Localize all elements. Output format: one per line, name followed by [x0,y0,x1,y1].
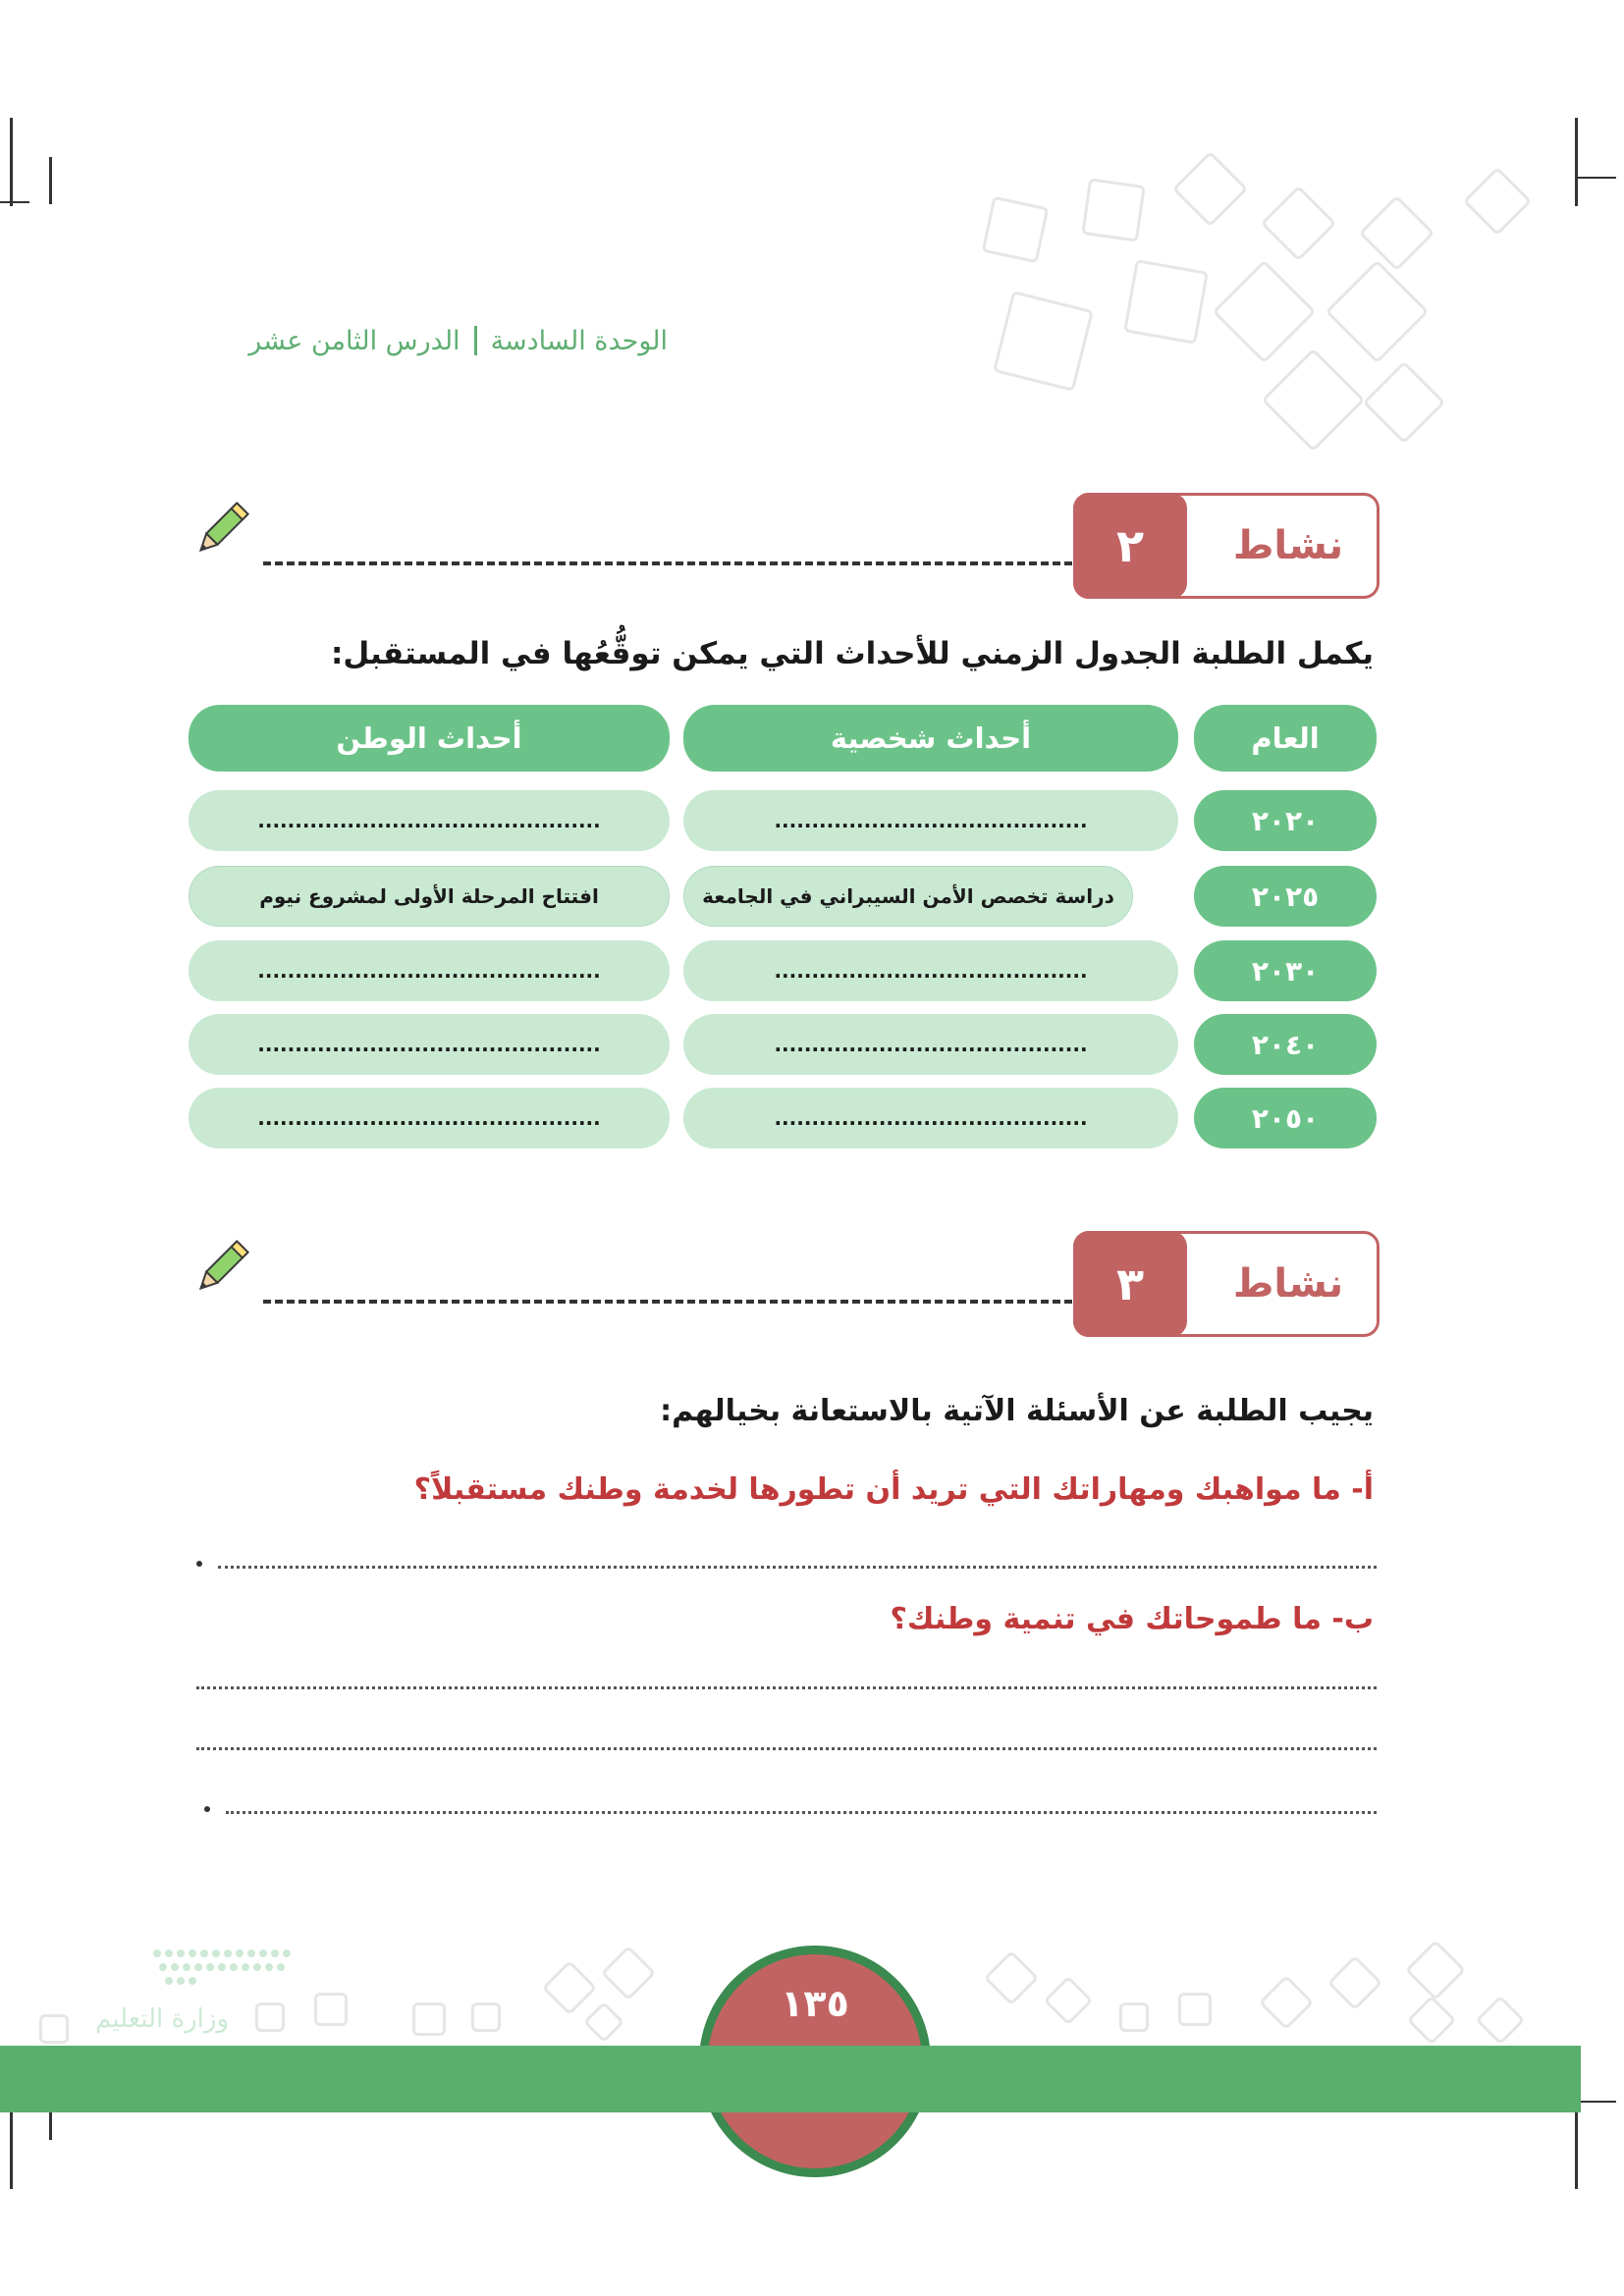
header-personal-events: أحداث شخصية [683,705,1178,772]
activity-label: نشاط [1232,1261,1344,1307]
year-cell: ٢٠٤٠ [1194,1014,1377,1075]
crop-mark [1577,2101,1616,2103]
personal-event-input[interactable]: .......................................... [683,1088,1178,1148]
breadcrumb [196,319,668,362]
page-number: ١٣٥ [781,1982,849,2025]
personal-event-input[interactable]: .......................................... [683,940,1178,1001]
national-event-input[interactable]: .............................................. [189,1014,670,1075]
national-event-input[interactable]: .............................................. [189,1088,670,1148]
personal-event-input[interactable]: .......................................... [683,790,1178,851]
question-a: أ- ما مواهبك ومهاراتك التي تريد أن تطورها لخدمة وطنك مستقبلاً؟ [413,1472,1374,1507]
crop-mark [1577,177,1616,179]
ministry-logo-text: وزارة التعليم [94,2004,230,2034]
breadcrumb-separator [474,326,477,355]
national-event-cell: افتتاح المرحلة الأولى لمشروع نيوم [189,866,670,927]
activity-2-instruction: يكمل الطلبة الجدول الزمني للأحداث التي يمكن توقُّعُها في المستقبل: [330,636,1374,671]
year-cell: ٢٠٢٠ [1194,790,1377,851]
crop-mark [49,157,52,204]
pencil-icon [187,1234,255,1303]
footer-band [0,2046,1581,2112]
ministry-logo-icon [147,1944,295,1993]
pencil-icon [187,496,255,564]
line-end-dot [196,1561,202,1567]
year-cell: ٢٠٥٠ [1194,1088,1377,1148]
answer-line[interactable] [218,1566,1377,1569]
national-event-input[interactable]: .............................................. [189,940,670,1001]
activity-number: ٢ [1073,493,1187,599]
answer-line[interactable] [226,1811,1377,1814]
header-national-events: أحداث الوطن [189,705,670,772]
personal-event-cell: دراسة تخصص الأمن السيبراني في الجامعة [683,866,1133,927]
national-event-input[interactable]: .............................................. [189,790,670,851]
year-cell: ٢٠٢٥ [1194,866,1377,927]
dashed-divider [263,1300,1072,1304]
question-b: ب- ما طموحاتك في تنمية وطنك؟ [890,1602,1374,1636]
dashed-divider [263,561,1072,565]
personal-event-input[interactable]: .......................................... [683,1014,1178,1075]
header-year: العام [1194,705,1377,772]
activity-label: نشاط [1232,523,1344,568]
unit-title: الوحدة السادسة [490,325,668,356]
activity-number: ٣ [1073,1231,1187,1337]
activity-3-instruction: يجيب الطلبة عن الأسئلة الآتية بالاستعانة بخيالهم: [660,1394,1374,1428]
lesson-title: الدرس الثامن عشر [248,325,460,356]
activity-2-header [1073,493,1380,599]
crop-mark [1575,118,1578,206]
year-cell: ٢٠٣٠ [1194,940,1377,1001]
activity-3-header [1073,1231,1380,1337]
crop-mark [0,201,29,203]
line-end-dot [204,1806,210,1812]
answer-line[interactable] [196,1686,1377,1689]
crop-mark [10,118,13,206]
answer-line[interactable] [196,1747,1377,1750]
